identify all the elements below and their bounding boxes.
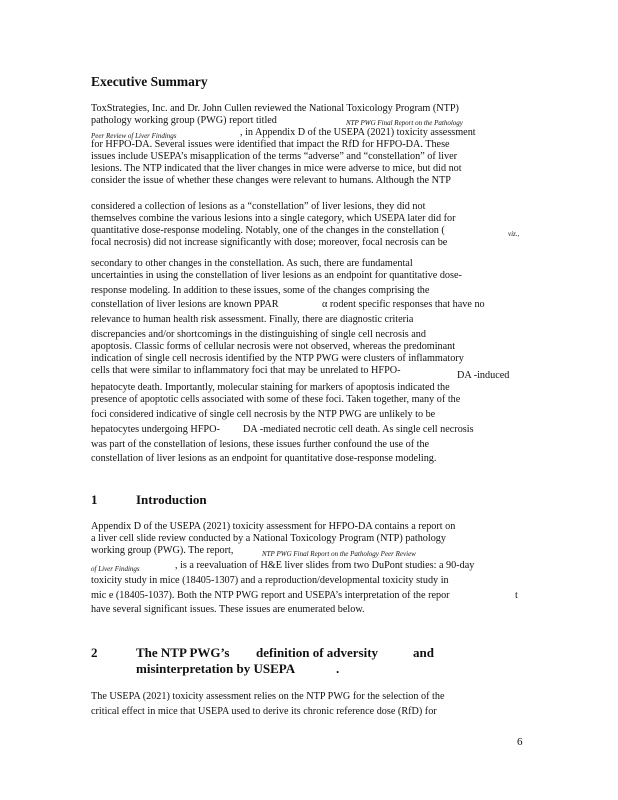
exec-line-13: uncertainties in using the constellation of liver lesions as an endpoint for quantitative dose- (91, 270, 462, 281)
exec-report-title-part-2: Peer Review of Liver Findings (91, 132, 177, 140)
intro-report-title-part-1: NTP PWG Final Report on the Pathology Peer Review (262, 550, 416, 558)
page-number: 6 (517, 736, 523, 748)
exec-line-16: relevance to human health risk assessment. Finally, there are diagnostic criteria (91, 314, 414, 325)
section-2-number: 2 (91, 645, 98, 660)
intro-line-3: working group (PWG). The report, (91, 545, 234, 556)
exec-line-3-rest: , in Appendix D of the USEPA (2021) toxicity assessment (240, 127, 476, 138)
intro-line-6: mic e (18405-1037). Both the NTP PWG report and USEPA’s interpretation of the repor (91, 590, 450, 601)
sec2-line-2-text: critical effect in mice that USEPA used to derive its chronic reference dose (RfD) for (91, 706, 437, 717)
exec-line-26: constellation of liver lesions as an endpoint for quantitative dose-response modeling. (91, 453, 437, 464)
exec-line-17: discrepancies and/or shortcomings in the distinguishing of single cell necrosis and (91, 329, 426, 340)
exec-line-23: foci considered indicative of single cell necrosis by the NTP PWG are unlikely to be (91, 409, 436, 420)
exec-line-21: hepatocyte death. Importantly, molecular staining for markers of apoptosis indicated the (91, 382, 450, 393)
exec-line-8-text: considered a collection of lesions as a “constellation” of liver lesions, they did not (91, 201, 426, 212)
intro-line-6-rest: t (515, 590, 518, 601)
intro-line-5: toxicity study in mice (18405-1307) and a reproduction/developmental toxicity study in (91, 575, 449, 586)
section-2-title-part-3: and (413, 645, 434, 660)
exec-line-18: apoptosis. Classic forms of cellular necrosis were not observed, whereas the predominant (91, 341, 456, 352)
exec-line-7: consider the issue of whether these changes were relevant to humans. Although the NTP (91, 175, 451, 186)
section-2-title-part-1: The NTP PWG’s (136, 645, 230, 660)
section-1-number: 1 (91, 492, 98, 507)
exec-line-19: indication of single cell necrosis identified by the NTP PWG were clusters of inflammatory (91, 353, 464, 364)
exec-line-24-rest: DA -mediated necrotic cell death. As single cell necrosis (243, 424, 474, 435)
exec-line-4: for HFPO-DA. Several issues were identified that impact the RfD for HFPO-DA. These (91, 139, 450, 150)
exec-viz-italic: viz., (508, 230, 520, 238)
exec-line-11: focal necrosis) did not increase significantly with dose; moreover, focal necrosis can be (91, 237, 448, 248)
exec-line-5: issues include USEPA’s misapplication of the terms “adverse” and “constellation” of liver (91, 151, 458, 162)
sec2-line-1: The USEPA (2021) toxicity assessment relies on the NTP PWG for the selection of the (91, 691, 445, 702)
exec-line-25: was part of the constellation of lesions, these issues further confound the use of the (91, 439, 430, 450)
exec-line-12: secondary to other changes in the constellation. As such, there are fundamental (91, 258, 413, 269)
intro-line-1: Appendix D of the USEPA (2021) toxicity assessment for HFPO-DA contains a report on (91, 521, 456, 532)
intro-line-7: have several significant issues. These issues are enumerated below. (91, 604, 365, 615)
intro-line-4-rest: , is a reevaluation of H&E liver slides from two DuPont studies: a 90-day (175, 560, 475, 571)
section-2-title-part-2: definition of adversity (256, 645, 379, 660)
exec-line-10: quantitative dose-response modeling. Notably, one of the changes in the constellation ( (91, 225, 445, 236)
exec-line-20: cells that were similar to inflammatory foci that may be unrelated to HFPO- (91, 365, 401, 376)
exec-line-22: presence of apoptotic cells associated with some of these foci. Taken together, many of the (91, 394, 461, 405)
exec-line-6: lesions. The NTP indicated that the liver changes in mice were adverse to mice, but did not (91, 163, 462, 174)
intro-line-2: a liver cell slide review conducted by a National Toxicology Program (NTP) pathology (91, 533, 446, 544)
exec-line-1: ToxStrategies, Inc. and Dr. John Cullen reviewed the National Toxicology Program (NTP) (91, 103, 459, 114)
section-1-title: Introduction (136, 492, 207, 507)
exec-line-14: response modeling. In addition to these issues, some of the changes comprising the (91, 285, 430, 296)
exec-line-24: hepatocytes undergoing HFPO- (91, 424, 220, 435)
exec-line-8 (91, 201, 523, 213)
exec-line-2: pathology working group (PWG) report titled (91, 115, 277, 126)
exec-line-15-rest: α rodent specific responses that have no (322, 299, 485, 310)
exec-report-title-part-1: NTP PWG Final Report on the Pathology (346, 119, 463, 127)
section-2-title-part-4: misinterpretation by USEPA (136, 661, 296, 676)
exec-line-15: constellation of liver lesions are known PPAR (91, 299, 279, 310)
executive-summary-heading: Executive Summary (91, 74, 208, 89)
section-2-title-part-5: . (336, 661, 340, 676)
intro-report-title-part-2: of Liver Findings (91, 565, 140, 573)
sec2-line-2 (91, 706, 523, 718)
exec-line-20-rest: DA -induced (457, 370, 510, 381)
exec-line-9: themselves combine the various lesions into a single category, which USEPA later did for (91, 213, 456, 224)
